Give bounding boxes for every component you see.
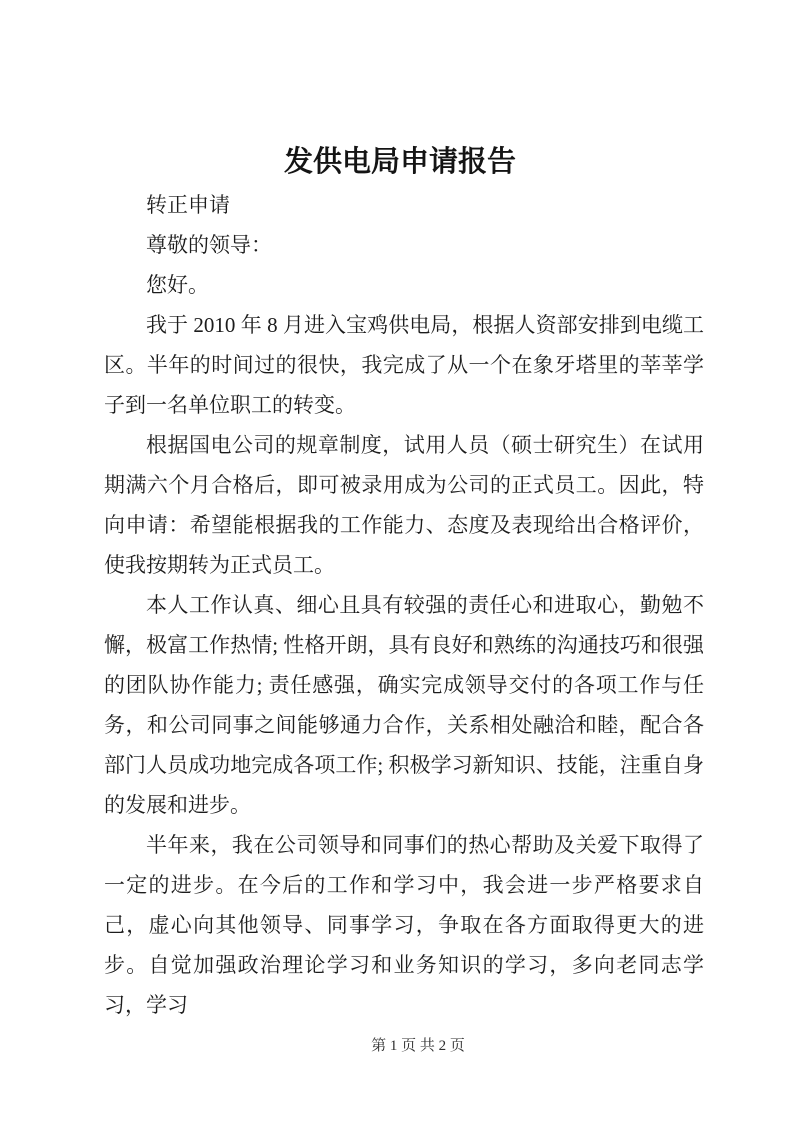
paragraph-greeting: 您好。 (146, 273, 209, 297)
paragraph-body-2: 根据国电公司的规章制度，试用人员（硕士研究生）在试用期满六个月合格后，即可被录用成为公司的正式员工。因此，特向申请：希望能根据我的工作能力、态度及表现给出合格评价，使我按期转为正式员工。 (104, 433, 704, 577)
page-footer (18, 1036, 800, 1056)
document-title: 发供电局申请报告 (283, 146, 516, 178)
paragraph-body-4: 半年来，我在公司领导和同事们的热心帮助及关爱下取得了一定的进步。在今后的工作和学习中，我会进一步严格要求自己，虚心向其他领导、同事学习，争取在各方面取得更大的进步。自觉加强政治理论学习和业务知识的学习，多向老同志学习，学习 (104, 833, 704, 1017)
paragraph-application-type: 转正申请 (146, 193, 230, 217)
document-body (104, 185, 704, 1025)
page-number-label: 第 1 页 共 2 页 (371, 1038, 465, 1054)
paragraph-body-3: 本人工作认真、细心且具有较强的责任心和进取心，勤勉不懈，极富工作热情; 性格开朗，具有良好和熟练的沟通技巧和很强的团队协作能力; 责任感强，确实完成领导交付的各项工作与任务，和公司同事之间能够通力合作，关系相处融洽和睦，配合各部门人员成功地完成各项工作; 积极学习新知识、技能，注重自身的发展和进步。 (104, 593, 704, 817)
paragraph-body-1: 我于 2010 年 8 月进入宝鸡供电局，根据人资部安排到电缆工区。半年的时间过的很快，我完成了从一个在象牙塔里的莘莘学子到一名单位职工的转变。 (104, 313, 704, 417)
paragraph-salutation: 尊敬的领导： (146, 233, 272, 257)
